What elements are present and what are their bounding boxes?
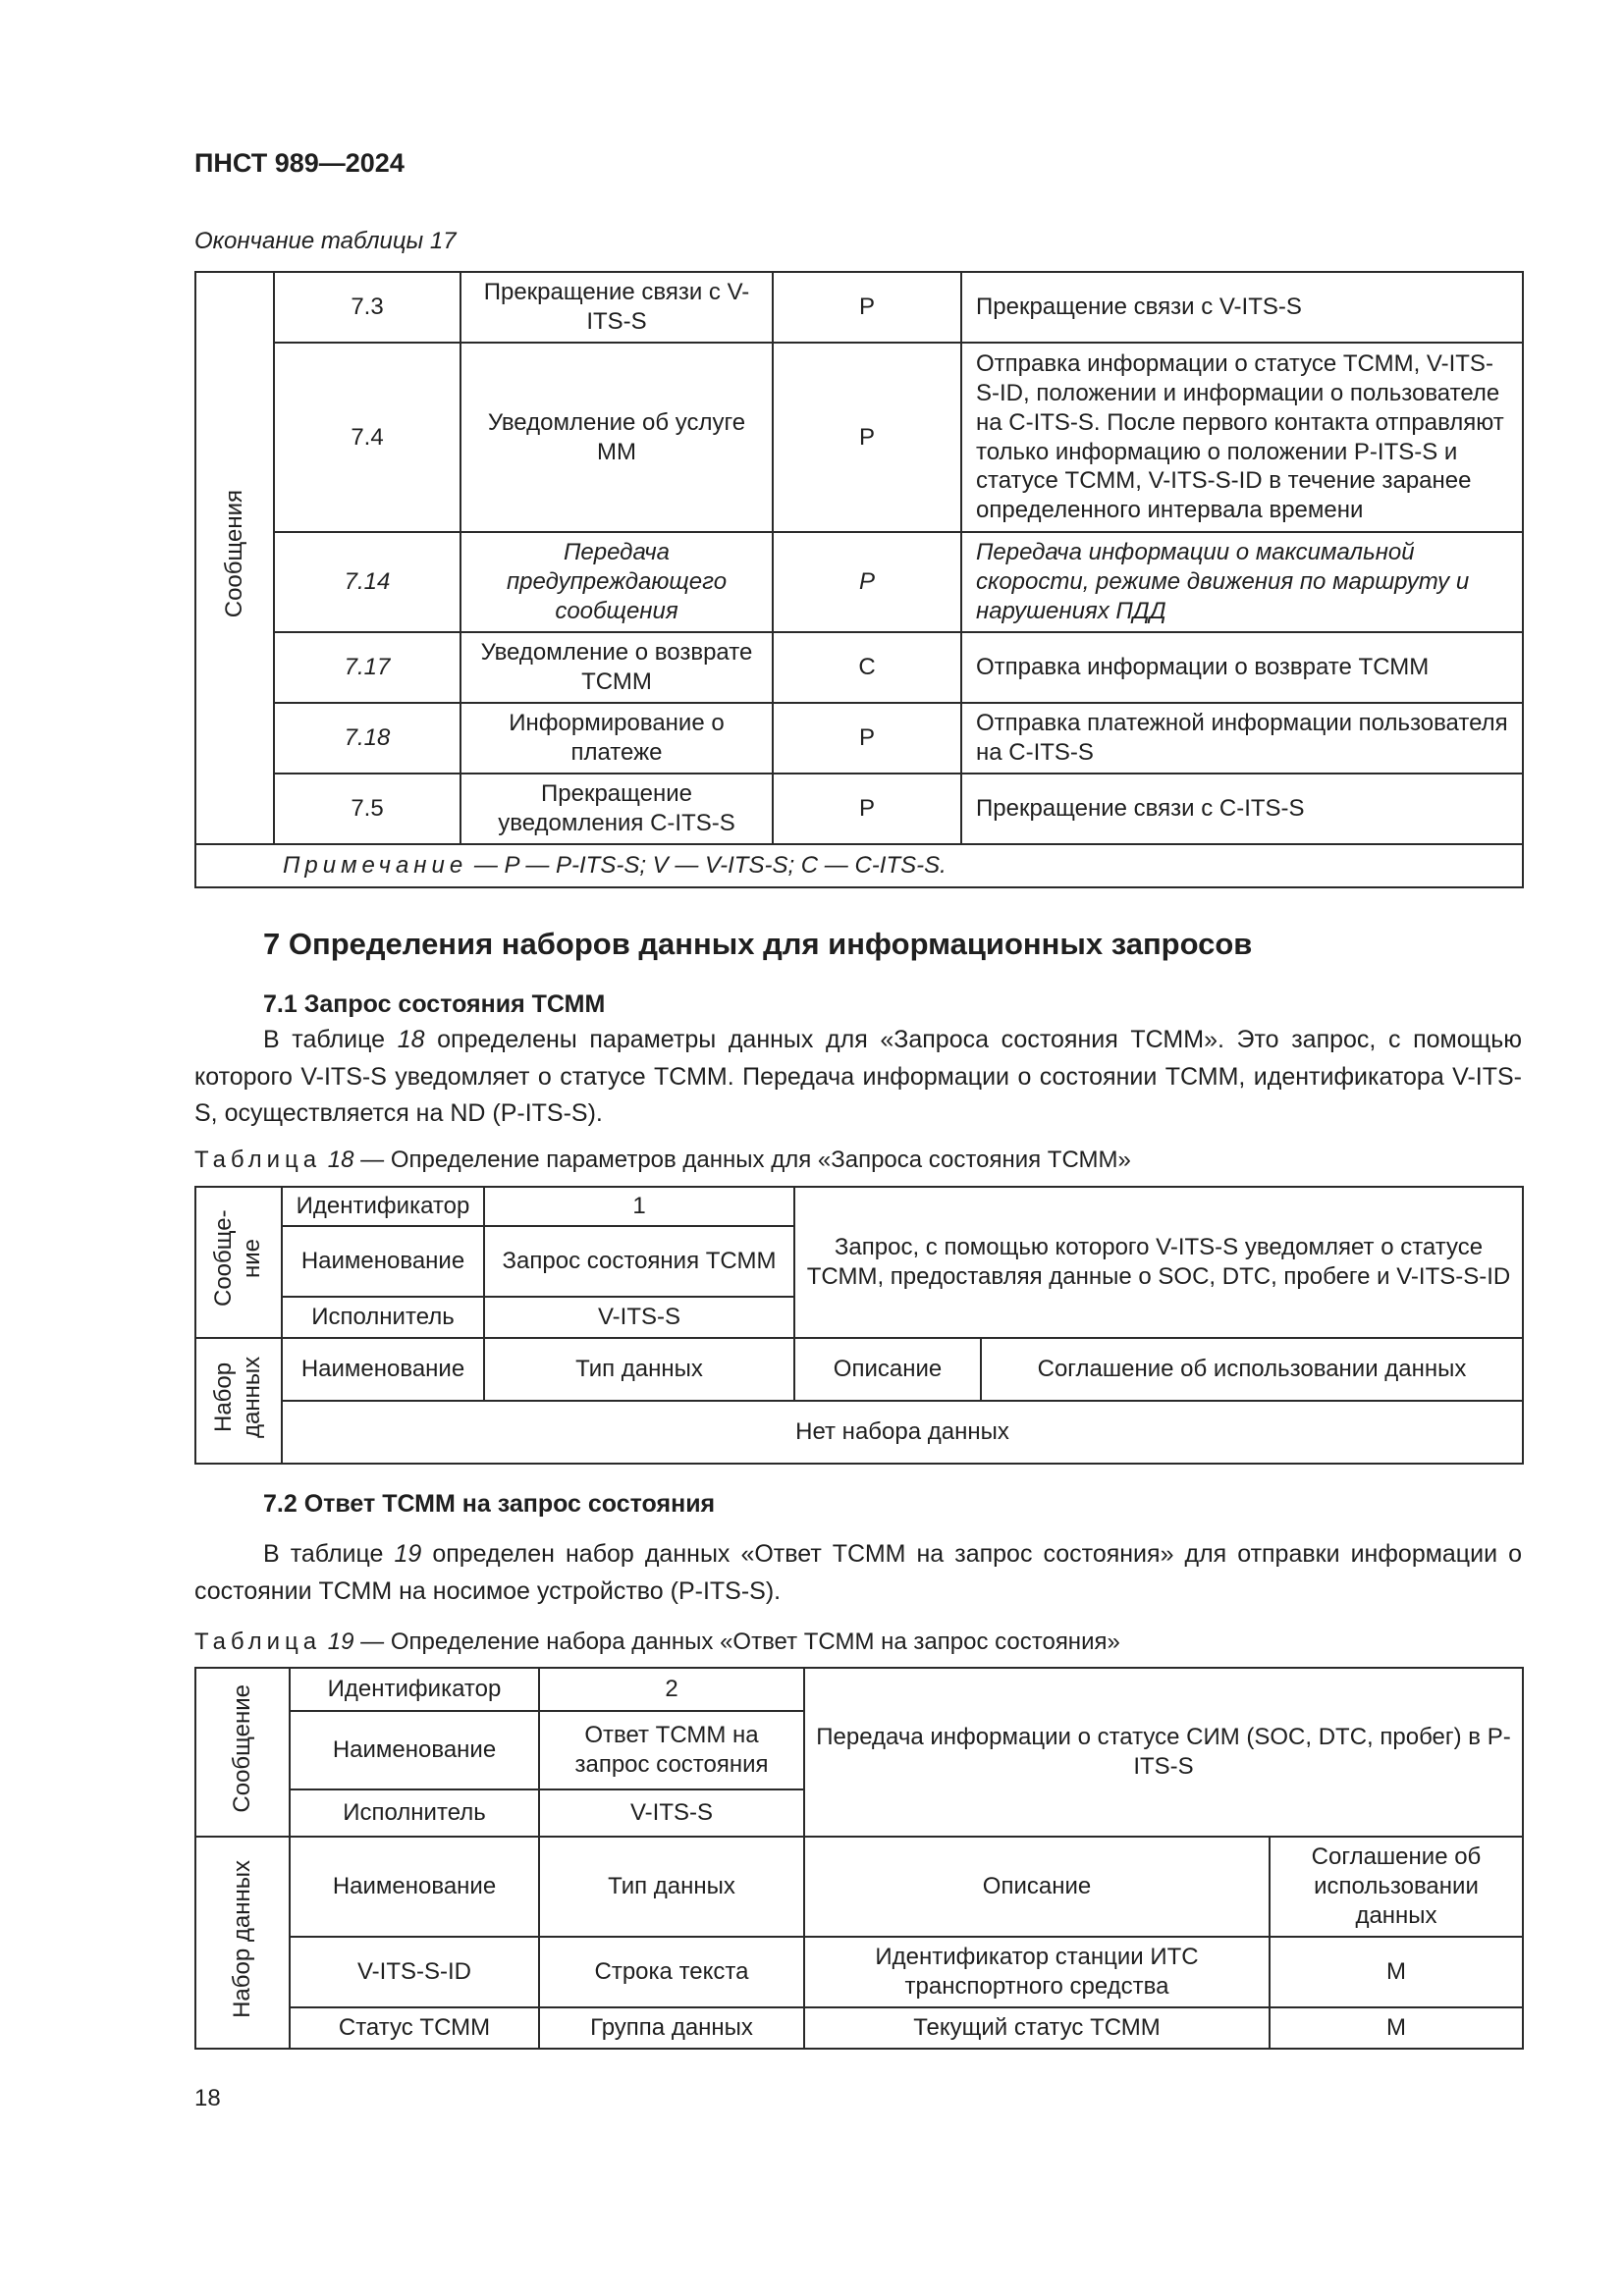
name-label: Наименование xyxy=(290,1711,539,1789)
subsection-7-1-paragraph: В таблице 18 определены параметры данных для «Запроса состояния ТСММ». Это запрос, с помощью которого V-ITS-S уведомляет о статусе ТСММ. Передача информации о состоянии ТСММ, идентификатора V-ITS-S, осуществляется на ND (P-ITS-S). xyxy=(194,1026,1522,1127)
message-id: 7.17 xyxy=(274,632,460,703)
message-name: Передача предупреждающего сообщения xyxy=(460,532,773,632)
identifier-value: 2 xyxy=(539,1668,804,1711)
message-description: Отправка платежной информации пользователя на C-ITS-S xyxy=(961,703,1523,774)
message-description: Прекращение связи с V-ITS-S xyxy=(961,272,1523,343)
message-name: Уведомление о возврате ТСММ xyxy=(460,632,773,703)
message-id: 7.5 xyxy=(274,774,460,844)
message-description: Отправка информации о статусе ТСММ, V-ITS-S-ID, положении и информации о пользователе на C-ITS-S. После первого контакта отправляют только информацию о положении P-ITS-S и статусе ТСММ, V-ITS-S-ID в течение заранее определенного интервала времени xyxy=(961,343,1523,532)
table-row xyxy=(195,1937,1523,2007)
field-name: V-ITS-S-ID xyxy=(290,1937,539,2007)
message-description: Передача информации о максимальной скорости, режиме движения по маршруту и нарушениях ПДД xyxy=(961,532,1523,632)
column-header-name: Наименование xyxy=(290,1837,539,1937)
name-value: Ответ ТСММ на запрос состояния xyxy=(539,1711,804,1789)
message-sender: C xyxy=(773,632,961,703)
table-18-caption: Таблица 18 — Определение параметров данных для «Запроса состояния ТСММ» xyxy=(194,1147,1131,1173)
table-17-caption: Окончание таблицы 17 xyxy=(194,228,457,254)
message-sender: P xyxy=(773,272,961,343)
message-sender: P xyxy=(773,703,961,774)
message-name: Прекращение связи с V-ITS-S xyxy=(460,272,773,343)
name-label: Наименование xyxy=(282,1226,484,1297)
dataset-group-cell: Набор данных xyxy=(195,1837,290,2049)
message-sender: P xyxy=(773,532,961,632)
table-note: Примечание — P — P-ITS-S; V — V-ITS-S; C — C-ITS-S. xyxy=(195,844,1523,887)
field-description: Идентификатор станции ИТС транспортного средства xyxy=(804,1937,1270,2007)
executor-label: Исполнитель xyxy=(290,1789,539,1837)
message-description: Запрос, с помощью которого V-ITS-S уведомляет о статусе ТСММ, предоставляя данные о SOC, DTC, пробеге и V-ITS-S-ID xyxy=(794,1187,1523,1338)
table-17-tail xyxy=(194,271,1524,888)
message-description: Прекращение связи с C-ITS-S xyxy=(961,774,1523,844)
subsection-7-1-heading: 7.1 Запрос состояния ТСММ xyxy=(263,990,606,1018)
message-sender: P xyxy=(773,774,961,844)
subsection-7-2-paragraph: В таблице 19 определен набор данных «Ответ ТСММ на запрос состояния» для отправки информации о состоянии ТСММ на носимое устройство (P-ITS-S). xyxy=(194,1540,1522,1605)
dataset-group-cell: Набор данных xyxy=(195,1338,282,1464)
message-id: 7.18 xyxy=(274,703,460,774)
identifier-label: Идентификатор xyxy=(282,1187,484,1226)
no-dataset-cell: Нет набора данных xyxy=(282,1401,1523,1464)
messages-group-cell: Сообщения xyxy=(195,272,274,844)
executor-value: V-ITS-S xyxy=(484,1297,794,1338)
message-id: 7.3 xyxy=(274,272,460,343)
table-row xyxy=(195,2007,1523,2049)
message-id: 7.4 xyxy=(274,343,460,532)
column-header-name: Наименование xyxy=(282,1338,484,1401)
field-type: Строка текста xyxy=(539,1937,804,2007)
field-usage: M xyxy=(1270,2007,1523,2049)
message-id: 7.14 xyxy=(274,532,460,632)
page-number: 18 xyxy=(194,2085,221,2111)
message-description: Передача информации о статусе СИМ (SOC, DTC, пробег) в P-ITS-S xyxy=(804,1668,1523,1837)
message-name: Уведомление об услуге ММ xyxy=(460,343,773,532)
executor-label: Исполнитель xyxy=(282,1297,484,1338)
message-group-cell: Сообще-ние xyxy=(195,1187,282,1338)
section-7-heading: 7 Определения наборов данных для информационных запросов xyxy=(263,927,1253,961)
field-description: Текущий статус ТСММ xyxy=(804,2007,1270,2049)
document-code: ПНСТ 989—2024 xyxy=(194,148,405,178)
column-header-usage: Соглашение об использовании данных xyxy=(1270,1837,1523,1937)
message-description: Отправка информации о возврате ТСММ xyxy=(961,632,1523,703)
message-sender: P xyxy=(773,343,961,532)
table-18 xyxy=(194,1186,1524,1465)
identifier-label: Идентификатор xyxy=(290,1668,539,1711)
field-name: Статус ТСММ xyxy=(290,2007,539,2049)
column-header-type: Тип данных xyxy=(539,1837,804,1937)
name-value: Запрос состояния ТСММ xyxy=(484,1226,794,1297)
table-19 xyxy=(194,1667,1524,2050)
field-usage: M xyxy=(1270,1937,1523,2007)
message-name: Информирование о платеже xyxy=(460,703,773,774)
field-type: Группа данных xyxy=(539,2007,804,2049)
executor-value: V-ITS-S xyxy=(539,1789,804,1837)
table-19-caption: Таблица 19 — Определение набора данных «Ответ ТСММ на запрос состояния» xyxy=(194,1629,1120,1655)
column-header-usage: Соглашение об использовании данных xyxy=(981,1338,1523,1401)
message-name: Прекращение уведомления C-ITS-S xyxy=(460,774,773,844)
column-header-description: Описание xyxy=(804,1837,1270,1937)
subsection-7-2-heading: 7.2 Ответ ТСММ на запрос состояния xyxy=(263,1490,716,1518)
column-header-type: Тип данных xyxy=(484,1338,794,1401)
identifier-value: 1 xyxy=(484,1187,794,1226)
message-group-cell: Сообщение xyxy=(195,1668,290,1837)
column-header-description: Описание xyxy=(794,1338,981,1401)
